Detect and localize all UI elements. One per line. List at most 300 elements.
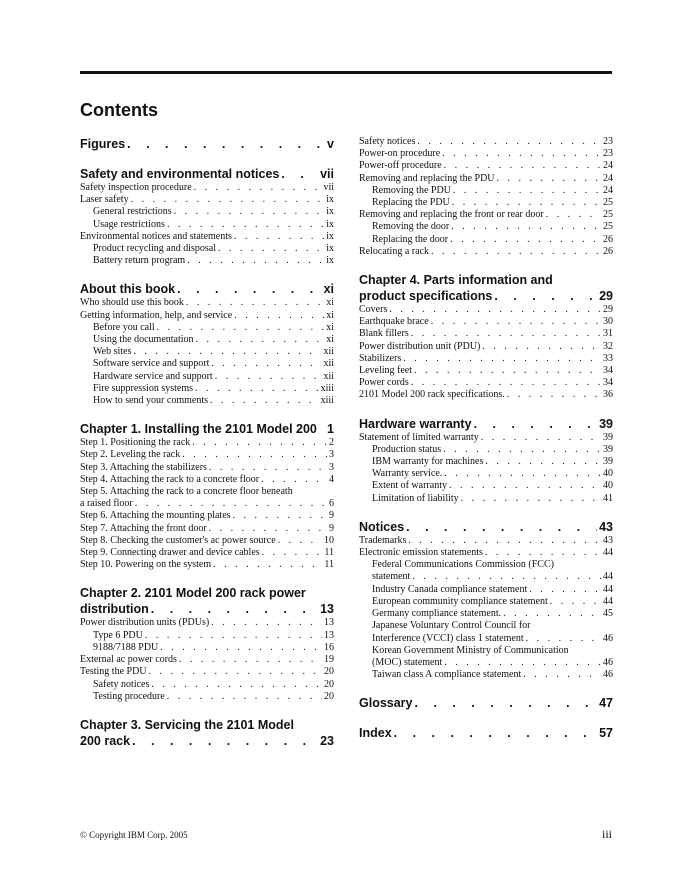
dot-leader [196, 334, 325, 346]
toc-entry-line1[interactable]: Federal Communications Commission (FCC) [372, 559, 554, 571]
toc-page-number: 43 [599, 519, 613, 534]
toc-heading-chapter-3-line1[interactable]: Chapter 3. Servicing the 2101 Model [80, 717, 294, 732]
toc-entry[interactable] [359, 657, 613, 669]
toc-entry-label: Getting information, help, and service [80, 309, 233, 321]
toc-entry[interactable] [80, 498, 334, 510]
toc-page-number: xi [323, 282, 334, 297]
toc-page-number: 13 [320, 602, 334, 617]
dot-leader [497, 173, 601, 185]
toc-entry[interactable] [80, 679, 334, 691]
toc-entry-label: Industry Canada compliance statement [372, 583, 528, 595]
toc-left-column [80, 136, 334, 749]
dot-leader [186, 297, 324, 309]
toc-entry[interactable] [359, 209, 613, 221]
toc-entry-label: 9188/7188 PDU [93, 641, 159, 653]
toc-entry[interactable] [359, 468, 613, 480]
toc-page-number: 34 [603, 365, 613, 377]
dot-leader [157, 322, 325, 334]
toc-page-number: xi [326, 309, 334, 321]
dot-leader [278, 535, 322, 547]
dot-leader [444, 160, 601, 172]
toc-page-number: 20 [324, 690, 334, 702]
toc-entry-label: Production status [372, 443, 442, 455]
dot-leader [411, 377, 601, 389]
toc-page-number: 25 [603, 197, 613, 209]
dot-leader [234, 231, 324, 243]
toc-heading-figures[interactable] [80, 136, 334, 152]
dot-leader [151, 601, 318, 617]
toc-entry-label: Power distribution unit (PDU) [359, 340, 481, 352]
toc-entry-label: Testing procedure [93, 690, 165, 702]
toc-entry[interactable] [80, 182, 334, 194]
toc-entry-label: Safety notices [93, 678, 150, 690]
page-number: iii [601, 827, 612, 841]
toc-page-number: 41 [603, 492, 613, 504]
toc-entry-label: Earthquake brace [359, 316, 429, 328]
toc-entry[interactable] [359, 304, 613, 316]
toc-entry-label: General restrictions [93, 206, 172, 218]
dot-leader [411, 328, 601, 340]
toc-entry[interactable] [359, 173, 613, 185]
dot-leader [507, 389, 601, 401]
toc-page-number: 23 [603, 136, 613, 147]
toc-page-number: 44 [603, 583, 613, 595]
toc-entry[interactable] [359, 185, 613, 197]
toc-entry-label: Fire suppression systems [93, 382, 193, 394]
toc-entry-label: Step 6. Attaching the mounting plates [80, 510, 231, 522]
toc-entry-label: European community compliance statement [372, 595, 548, 607]
toc-page-number: 19 [324, 654, 334, 666]
toc-entry-label: Interference (VCCI) class 1 statement [372, 632, 524, 644]
toc-entry-label: Removing the door [372, 221, 450, 233]
dot-leader [187, 255, 324, 267]
toc-entry[interactable] [80, 231, 334, 243]
toc-entry[interactable] [80, 206, 334, 218]
toc-entry-label: Step 1. Positioning the rack [80, 437, 191, 449]
toc-entry[interactable] [80, 559, 334, 571]
toc-entry-label: Hardware service and support [93, 370, 213, 382]
toc-entry-label: Electronic emission statements [359, 547, 483, 559]
toc-page-number: 57 [599, 726, 613, 741]
toc-page-number: 1 [327, 422, 334, 437]
dot-leader [174, 206, 325, 218]
header-rule [80, 71, 612, 74]
toc-page-number: 39 [599, 416, 613, 431]
toc-page-number: xii [323, 370, 334, 382]
dot-leader [233, 510, 327, 522]
toc-entry[interactable] [359, 160, 613, 172]
toc-entry[interactable] [80, 322, 334, 334]
toc-entry[interactable] [80, 243, 334, 255]
dot-leader [195, 383, 319, 395]
toc-entry[interactable] [359, 197, 613, 209]
dot-leader [132, 733, 318, 749]
toc-page-number: 44 [603, 571, 613, 583]
toc-page-number: 11 [324, 559, 334, 571]
toc-heading-chapter-2-line1[interactable]: Chapter 2. 2101 Model 200 rack power [80, 586, 306, 601]
toc-page-number: 44 [603, 547, 613, 559]
toc-entry-label: Environmental notices and statements [80, 230, 232, 242]
toc-entry[interactable] [80, 383, 334, 395]
dot-leader [389, 304, 601, 316]
toc-entry[interactable] [359, 341, 613, 353]
toc-entry[interactable] [359, 584, 613, 596]
dot-leader [160, 642, 322, 654]
toc-entry-label: Battery return program [93, 255, 186, 267]
toc-entry-label: Software service and support [93, 358, 210, 370]
dot-leader [167, 219, 324, 231]
dot-leader [403, 353, 601, 365]
toc-entry-label: Type 6 PDU [93, 629, 143, 641]
dot-leader [451, 221, 601, 233]
toc-page-number: 45 [603, 608, 613, 620]
toc-heading-glossary[interactable] [359, 695, 613, 711]
toc-entry-label: Germany compliance statement. [372, 608, 502, 620]
dot-leader [481, 432, 601, 444]
toc-page-number: 32 [603, 340, 613, 352]
copyright-notice: © Copyright IBM Corp. 2005 [80, 830, 188, 840]
toc-page-number: 13 [324, 617, 334, 629]
toc-heading-label: 200 rack [80, 733, 131, 748]
toc-entry[interactable] [80, 449, 334, 461]
toc-page-number: 43 [603, 534, 613, 546]
dot-leader [262, 547, 323, 559]
dot-leader [179, 654, 322, 666]
toc-entry-label: Who should use this book [80, 297, 184, 309]
toc-entry-line1[interactable]: Korean Government Ministry of Communication [372, 644, 569, 656]
dot-leader [211, 617, 322, 629]
dot-leader [408, 535, 601, 547]
toc-page-number: vii [323, 182, 334, 193]
toc-entry[interactable] [359, 377, 613, 389]
toc-entry[interactable] [80, 297, 334, 309]
dot-leader [211, 358, 321, 370]
toc-page-number: ix [326, 230, 334, 242]
dot-leader [453, 185, 601, 197]
toc-heading-chapter-3[interactable] [80, 733, 334, 749]
dot-leader [550, 596, 601, 608]
toc-entry-label: Safety notices [359, 136, 416, 147]
toc-entry-label: IBM warranty for machines [372, 456, 484, 468]
dot-leader [210, 395, 319, 407]
toc-entry[interactable] [359, 444, 613, 456]
dot-leader [167, 691, 322, 703]
toc-heading-chapter-4[interactable] [359, 288, 613, 304]
dot-leader [523, 669, 601, 681]
toc-heading-label: Index [359, 726, 392, 741]
dot-leader [182, 449, 327, 461]
dot-leader [415, 695, 598, 711]
dot-leader [503, 608, 601, 620]
page-title: Contents [80, 100, 158, 120]
toc-entry[interactable] [359, 571, 613, 583]
toc-page-number: 24 [603, 172, 613, 184]
dot-leader [234, 310, 324, 322]
toc-entry[interactable] [80, 510, 334, 522]
toc-entry-label: Step 3. Attaching the stabilizers [80, 461, 207, 473]
toc-entry[interactable] [359, 221, 613, 233]
toc-heading-label: Safety and environmental notices [80, 167, 280, 181]
toc-entry-label: Limitation of liability [372, 492, 459, 504]
toc-entry-label: Relocating a rack [359, 245, 429, 257]
toc-entry-label: Removing and replacing the PDU [359, 172, 495, 184]
toc-heading-warranty[interactable] [359, 416, 613, 432]
toc-heading-chapter-2[interactable] [80, 601, 334, 617]
toc-page-number: 23 [320, 733, 334, 748]
toc-page-number: 6 [329, 498, 334, 510]
toc-entry[interactable] [80, 474, 334, 486]
dot-leader [209, 523, 327, 535]
toc-entry[interactable] [80, 462, 334, 474]
toc-entry[interactable] [80, 219, 334, 231]
toc-page-number: 20 [324, 666, 334, 678]
toc-page-number: 39 [603, 456, 613, 468]
toc-entry-label: Statement of limited warranty [359, 431, 479, 443]
toc-entry[interactable] [80, 535, 334, 547]
dot-leader [394, 725, 597, 741]
toc-page-number: 26 [603, 245, 613, 257]
dot-leader [215, 371, 322, 383]
toc-entry[interactable] [80, 654, 334, 666]
toc-page-number: 16 [324, 641, 334, 653]
toc-heading-label: Notices [359, 519, 405, 534]
toc-page-number: 25 [603, 221, 613, 233]
toc-entry-label: Step 2. Leveling the rack [80, 449, 181, 461]
toc-page-number: 24 [603, 184, 613, 196]
toc-entry-label: 2101 Model 200 rack specifications. [359, 389, 505, 401]
toc-entry-line1[interactable]: Japanese Voluntary Control Council for [372, 620, 531, 632]
toc-entry-label: Step 7. Attaching the front door [80, 522, 207, 534]
toc-entry[interactable] [359, 596, 613, 608]
toc-heading-index[interactable] [359, 725, 613, 741]
toc-entry[interactable] [359, 608, 613, 620]
toc-entry-label: Step 10. Powering on the system [80, 559, 212, 571]
toc-entry[interactable] [359, 246, 613, 258]
toc-entry-label: Taiwan class A compliance statement [372, 669, 522, 681]
toc-entry-label: Power-on procedure [359, 148, 441, 160]
dot-leader [450, 234, 601, 246]
toc-page-number: 47 [599, 696, 613, 711]
toc-entry[interactable] [359, 389, 613, 401]
toc-page-number: 24 [603, 160, 613, 172]
toc-entry[interactable] [359, 535, 613, 547]
toc-entry-line1[interactable]: Step 5. Attaching the rack to a concrete floor beneath [80, 486, 293, 498]
toc-page-number: 31 [603, 328, 613, 340]
toc-entry[interactable] [359, 669, 613, 681]
toc-entry[interactable] [80, 630, 334, 642]
toc-page-number: ix [326, 218, 334, 230]
toc-page-number: 29 [599, 289, 613, 304]
toc-entry[interactable] [359, 456, 613, 468]
toc-entry-label: Usage restrictions [93, 218, 165, 230]
dot-leader [417, 136, 601, 148]
toc-page-number: 36 [603, 389, 613, 401]
toc-page-number: 39 [603, 443, 613, 455]
toc-entry-label: Before you call [93, 321, 155, 333]
dot-leader [443, 444, 601, 456]
toc-entry[interactable] [359, 493, 613, 505]
dot-leader [213, 559, 322, 571]
dot-leader [406, 519, 597, 535]
toc-entry[interactable] [80, 358, 334, 370]
toc-page-number: 4 [329, 473, 334, 485]
toc-entry[interactable] [80, 666, 334, 678]
toc-entry-label: Laser safety [80, 194, 129, 206]
dot-leader [442, 148, 601, 160]
toc-heading-label: Glossary [359, 696, 413, 711]
toc-entry[interactable] [359, 353, 613, 365]
toc-page-number: 3 [329, 461, 334, 473]
toc-page-number: 34 [603, 377, 613, 389]
toc-heading-label: Hardware warranty [359, 416, 472, 431]
toc-entry[interactable] [80, 547, 334, 559]
toc-page-number: 20 [324, 678, 334, 690]
toc-entry[interactable] [359, 365, 613, 377]
toc-page-number: 11 [324, 547, 334, 559]
toc-page-number: vii [320, 167, 334, 181]
toc-page-number: 44 [603, 595, 613, 607]
dot-leader [149, 666, 322, 678]
toc-entry-label: Covers [359, 304, 388, 316]
toc-entry[interactable] [359, 136, 613, 148]
toc-entry-label: Web sites [93, 346, 132, 358]
toc-page-number: 23 [603, 148, 613, 160]
toc-page-number: 30 [603, 316, 613, 328]
dot-leader [431, 246, 601, 258]
toc-page-number: 46 [603, 632, 613, 644]
toc-entry-label: Product recycling and disposal [93, 243, 217, 255]
toc-entry[interactable] [80, 691, 334, 703]
toc-heading-label: About this book [80, 282, 176, 297]
toc-heading-safety[interactable] [80, 166, 334, 182]
toc-entry[interactable] [80, 255, 334, 267]
toc-entry[interactable] [359, 633, 613, 645]
toc-entry-label: How to send your comments [93, 395, 208, 407]
toc-entry[interactable] [359, 234, 613, 246]
toc-entry-label: Leveling feet [359, 365, 413, 377]
toc-entry[interactable] [80, 310, 334, 322]
toc-entry-label: Testing the PDU [80, 666, 147, 678]
toc-page-number: ix [326, 194, 334, 206]
toc-page-number: xi [326, 297, 334, 309]
toc-page-number: 2 [329, 437, 334, 449]
dot-leader [218, 243, 324, 255]
dot-leader [546, 209, 601, 221]
dot-leader [444, 468, 601, 480]
toc-page-number: 10 [324, 534, 334, 546]
dot-leader [494, 288, 597, 304]
dot-leader [261, 474, 327, 486]
dot-leader [474, 416, 598, 432]
toc-heading-about[interactable] [80, 281, 334, 297]
toc-entry[interactable] [359, 480, 613, 492]
toc-entry-label: Step 8. Checking the customer's ac power source [80, 534, 276, 546]
dot-leader [431, 316, 601, 328]
toc-heading-chapter-1[interactable] [80, 421, 334, 437]
toc-entry-label: Step 9. Connecting drawer and device cables [80, 547, 260, 559]
dot-leader [135, 498, 327, 510]
dot-leader [449, 480, 601, 492]
toc-heading-label: Chapter 1. Installing the 2101 Model 200 [80, 422, 317, 437]
toc-page-number: v [327, 137, 334, 151]
dot-leader [131, 194, 325, 206]
toc-entry[interactable] [80, 371, 334, 383]
dot-leader [485, 456, 601, 468]
toc-entry-label: Step 4. Attaching the rack to a concrete floor [80, 473, 260, 485]
toc-page-number: ix [326, 206, 334, 218]
dot-leader [151, 679, 322, 691]
dot-leader [281, 166, 318, 182]
toc-entry[interactable] [359, 316, 613, 328]
toc-entry[interactable] [80, 346, 334, 358]
toc-entry[interactable] [359, 547, 613, 559]
dot-leader [482, 341, 601, 353]
dot-leader [461, 493, 601, 505]
toc-entry-label: Replacing the PDU [372, 197, 450, 209]
dot-leader [444, 657, 601, 669]
dot-leader [452, 197, 601, 209]
toc-page-number: 9 [329, 522, 334, 534]
toc-entry[interactable] [359, 328, 613, 340]
toc-page-number: 40 [603, 468, 613, 480]
toc-page-number: xiii [320, 395, 334, 407]
toc-entry-label: statement [372, 571, 411, 583]
toc-page-number: 29 [603, 304, 613, 316]
toc-entry[interactable] [80, 617, 334, 629]
toc-entry[interactable] [80, 395, 334, 407]
toc-entry-label: Stabilizers [359, 352, 402, 364]
toc-heading-notices[interactable] [359, 519, 613, 535]
toc-page-number: 3 [329, 449, 334, 461]
dot-leader [133, 346, 321, 358]
toc-entry-label: Replacing the door [372, 233, 449, 245]
toc-entry-label: External ac power cords [80, 654, 177, 666]
toc-entry[interactable] [80, 642, 334, 654]
toc-entry[interactable] [359, 148, 613, 160]
toc-page-number: ix [326, 255, 334, 267]
toc-entry-label: Safety inspection procedure [80, 182, 192, 193]
toc-heading-label: distribution [80, 602, 149, 617]
toc-entry-label: Warranty service. [372, 468, 443, 480]
toc-entry-label: Power distribution units (PDUs) [80, 617, 210, 629]
dot-leader [127, 136, 325, 152]
toc-entry-label: Trademarks [359, 534, 407, 546]
toc-heading-label: Figures [80, 137, 126, 151]
toc-entry[interactable] [80, 194, 334, 206]
toc-page-number: 26 [603, 233, 613, 245]
toc-entry-label: Blank fillers [359, 328, 409, 340]
toc-entry[interactable] [80, 334, 334, 346]
dot-leader [192, 437, 327, 449]
toc-page-number: 46 [603, 669, 613, 681]
toc-entry-label: (MOC) statement [372, 656, 443, 668]
toc-page-number: ix [326, 243, 334, 255]
toc-entry[interactable] [80, 523, 334, 535]
toc-right-column [359, 136, 613, 741]
toc-entry-label: Removing the PDU [372, 184, 451, 196]
dot-leader [209, 462, 327, 474]
dot-leader [529, 584, 601, 596]
dot-leader [194, 182, 322, 194]
toc-page-number: 39 [603, 431, 613, 443]
toc-page-number: xii [323, 346, 334, 358]
toc-heading-chapter-4-line1[interactable]: Chapter 4. Parts information and [359, 273, 553, 288]
toc-page-number: 40 [603, 480, 613, 492]
toc-entry[interactable] [80, 437, 334, 449]
toc-entry[interactable] [359, 432, 613, 444]
toc-entry-label: Using the documentation [93, 334, 194, 346]
dot-leader [145, 630, 322, 642]
